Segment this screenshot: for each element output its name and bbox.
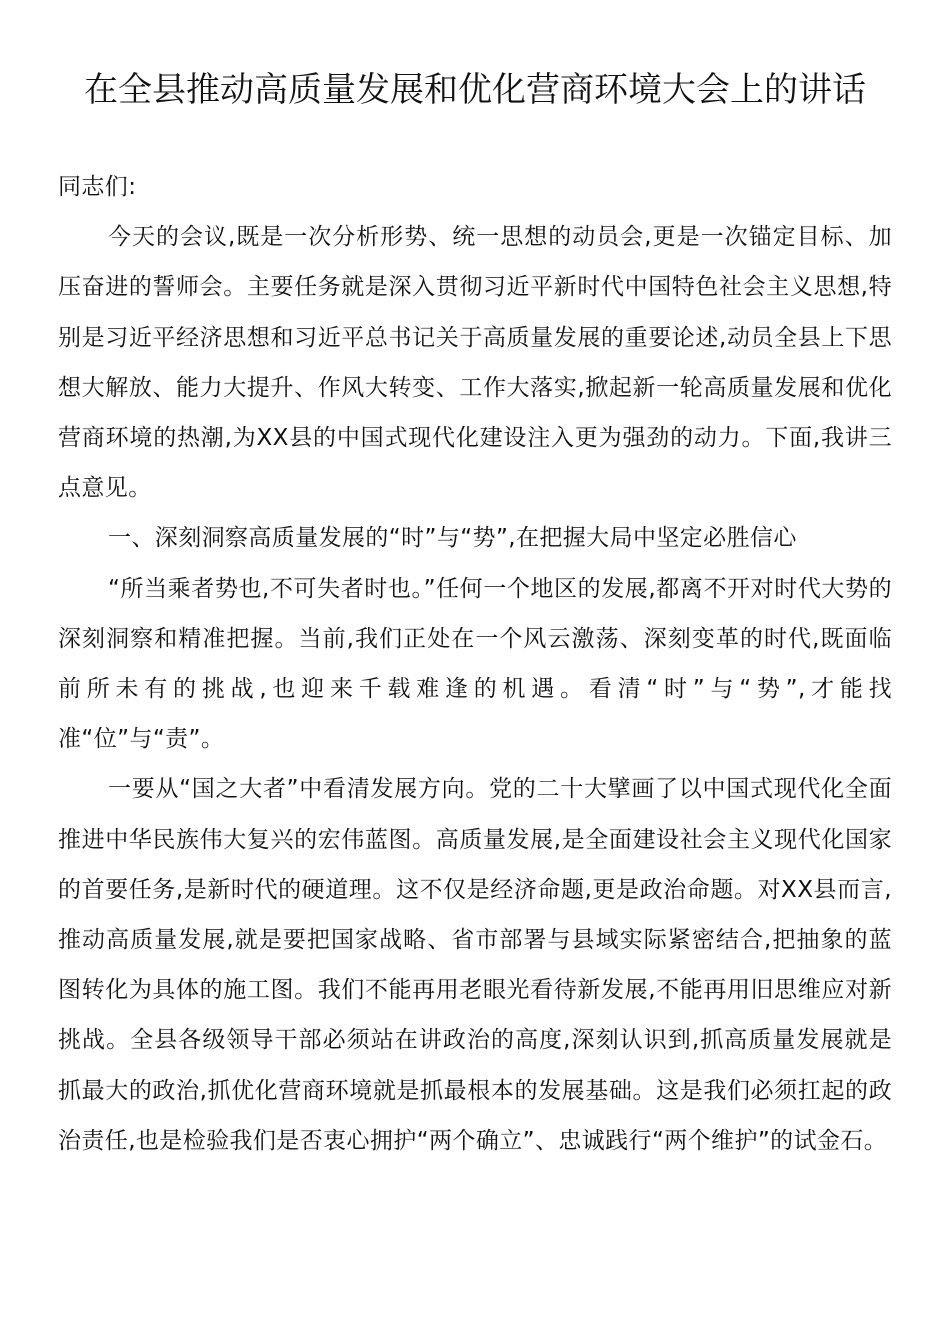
paragraph-quote: “所当乘者势也,不可失者时也。”任何一个地区的发展,都离不开对时代大势的深刻洞察和精准把握。当前,我们正处在一个风云激荡、深刻变革的时代,既面临前所未有的挑战,也迎来千载难逢的机遇。看清“时”与“势”,才能找准“位”与“责”。 bbox=[58, 575, 892, 753]
section-heading-1: 一、深刻洞察高质量发展的“时”与“势”,在把握大局中坚定必胜信心 bbox=[108, 525, 797, 552]
document-body bbox=[58, 162, 892, 1166]
salutation: 同志们: bbox=[58, 174, 137, 200]
paragraph-opening: 今天的会议,既是一次分析形势、统一思想的动员会,更是一次锚定目标、加压奋进的誓师会。主要任务就是深入贯彻习近平新时代中国特色社会主义思想,特别是习近平经济思想和习近平总书记关于高质量发展的重要论述,动员全县上下思想大解放、能力大提升、作风大转变、工作大落实,掀起新一轮高质量发展和优化营商环境的热潮,为XX县的中国式现代化建设注入更为强劲的动力。下面,我讲三点意见。 bbox=[58, 224, 892, 502]
document-title: 在全县推动高质量发展和优化营商环境大会上的讲话 bbox=[84, 70, 866, 110]
paragraph-point-1: 一要从“国之大者”中看清发展方向。党的二十大擘画了以中国式现代化全面推进中华民族伟大复兴的宏伟蓝图。高质量发展,是全面建设社会主义现代化国家的首要任务,是新时代的硬道理。这不仅是经济命题,更是政治命题。对XX县而言,推动高质量发展,就是要把国家战略、省市部署与县域实际紧密结合,把抽象的蓝图转化为具体的施工图。我们不能再用老眼光看待新发展,不能再用旧思维应对新挑战。全县各级领导干部必须站在讲政治的高度,深刻认识到,抓高质量发展就是抓最大的政治,抓优化营商环境就是抓最根本的发展基础。这是我们必须扛起的政治责任,也是检验我们是否衷心拥护“两个确立”、忠诚践行“两个维护”的试金石。 bbox=[58, 776, 892, 1154]
